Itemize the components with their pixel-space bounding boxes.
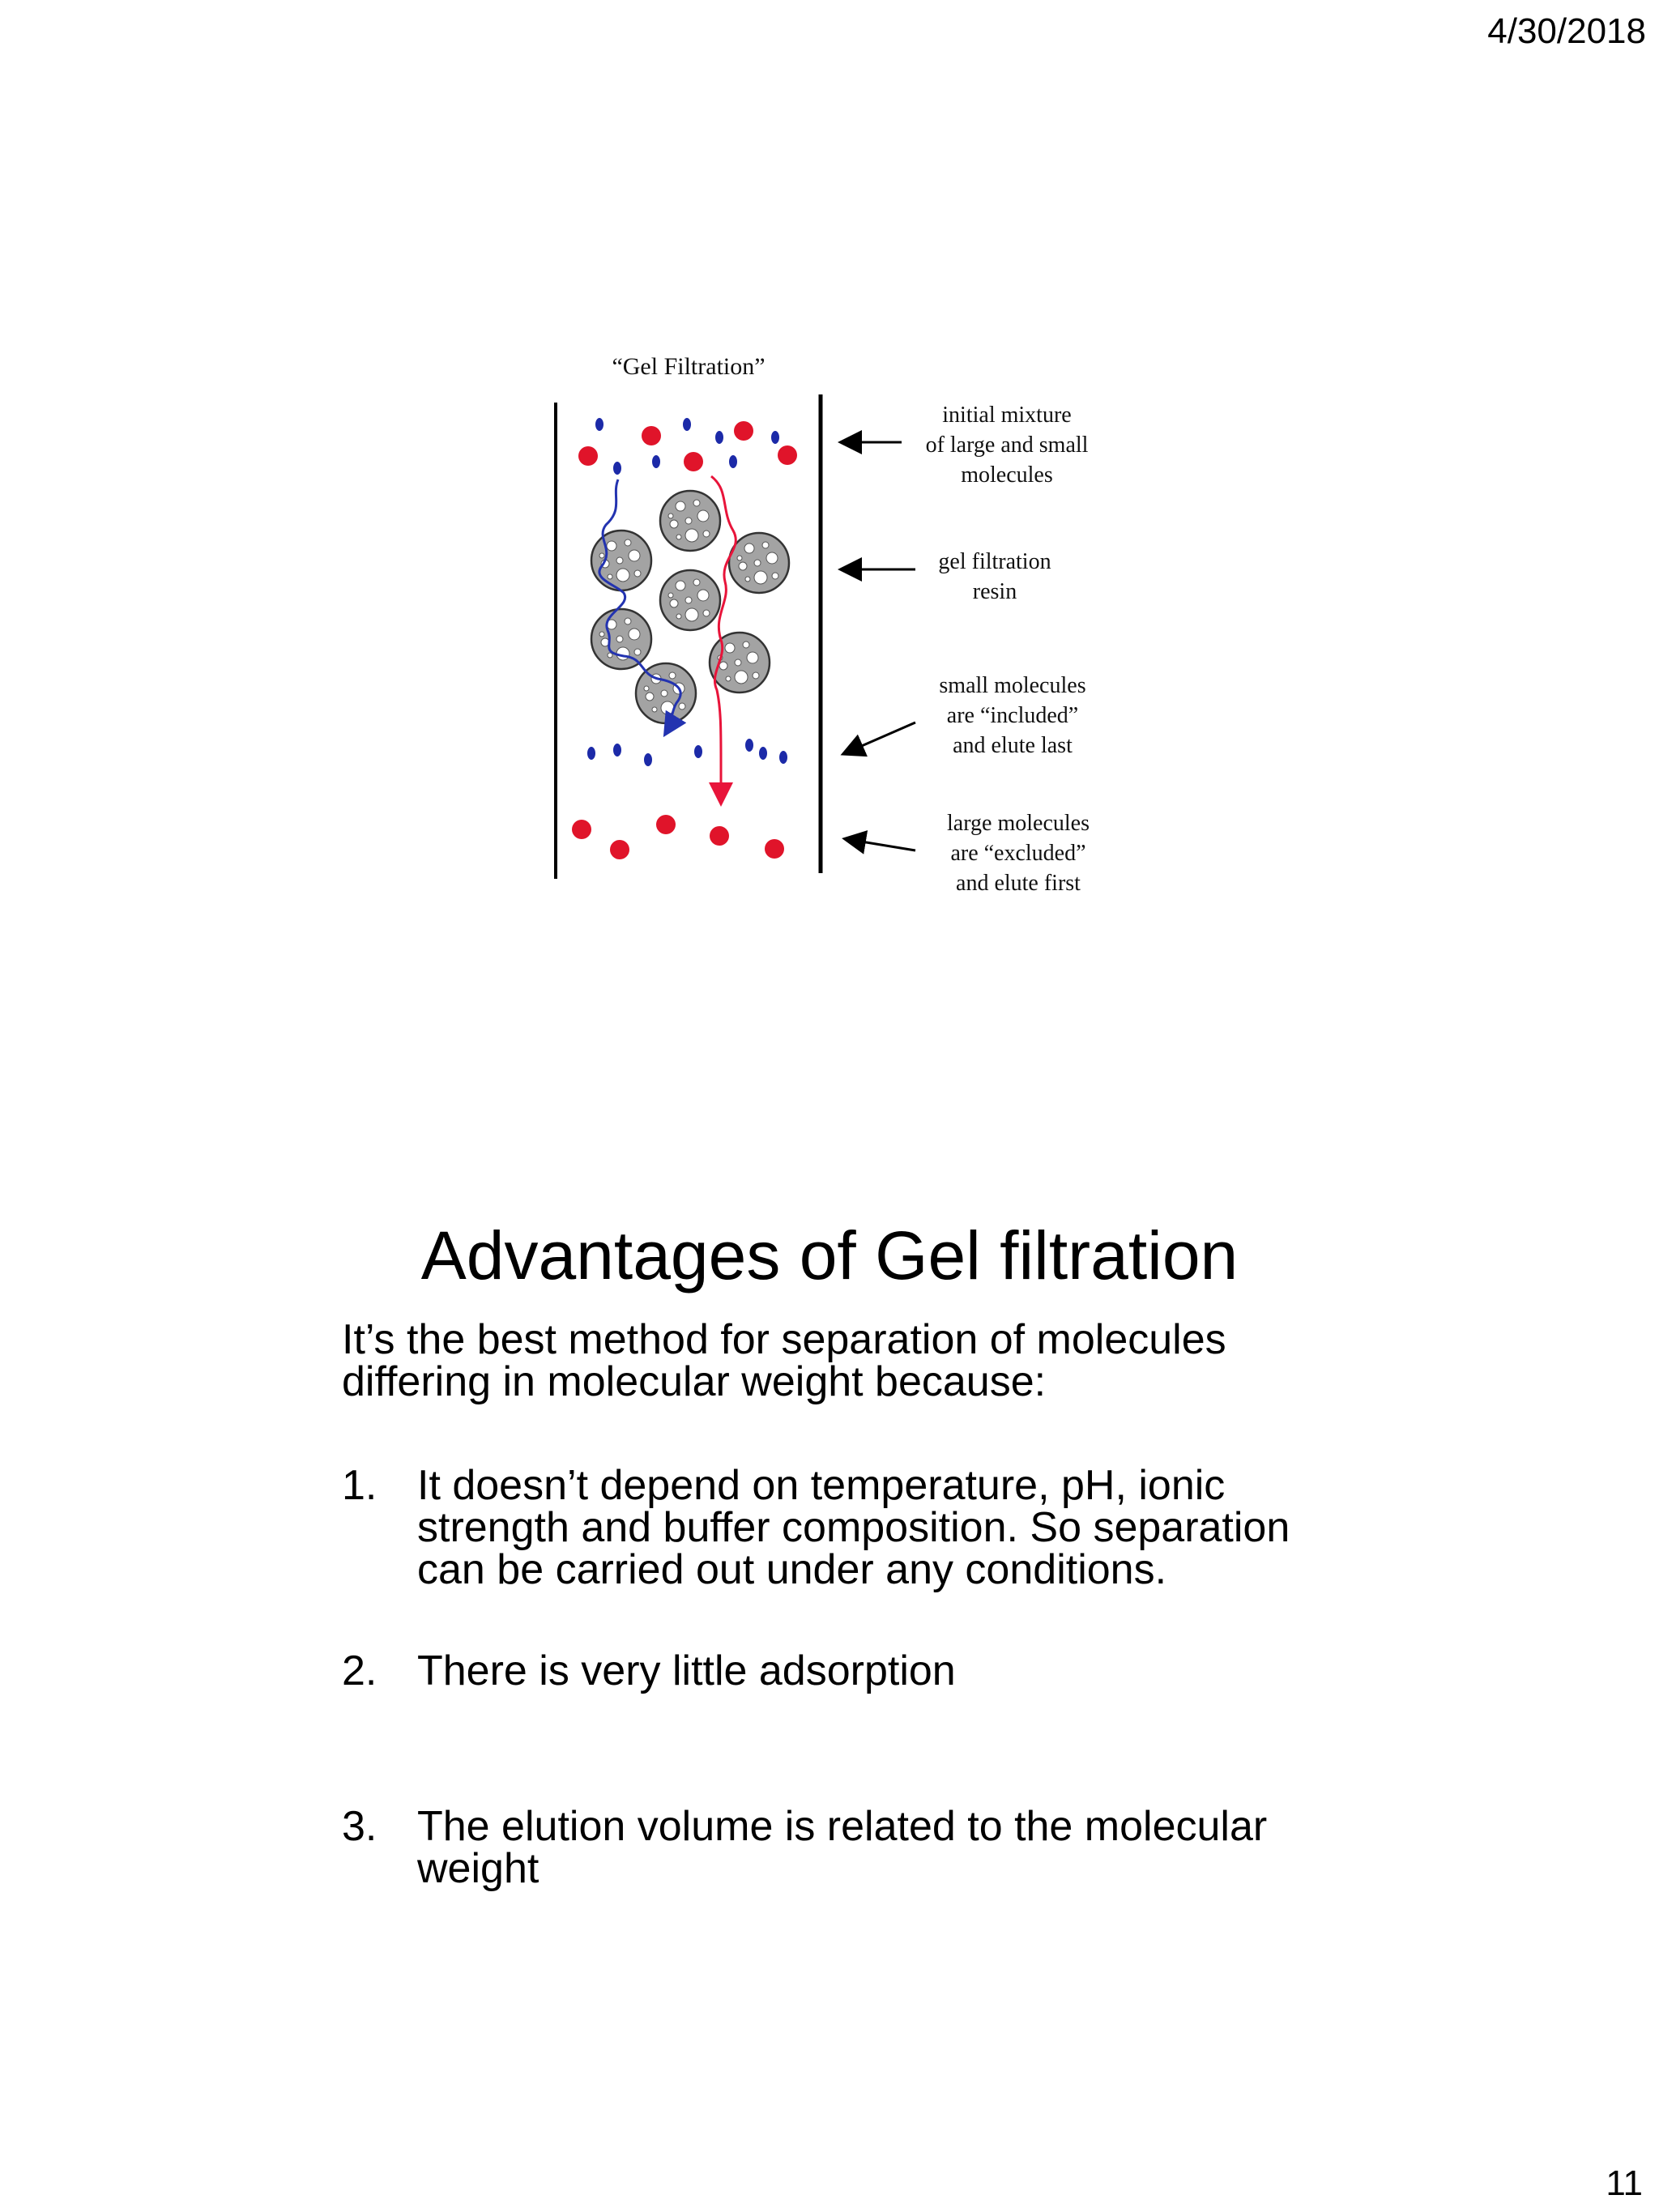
slide-title: Advantages of Gel filtration	[420, 1217, 1239, 1294]
svg-text:are “excluded”: are “excluded”	[950, 841, 1086, 866]
gel-filtration-figure	[0, 0, 1659, 931]
svg-text:initial mixture: initial mixture	[942, 403, 1072, 428]
list-item-line: There is very little adsorption	[417, 1647, 956, 1694]
svg-text:small molecules: small molecules	[939, 673, 1086, 698]
svg-text:are “included”: are “included”	[946, 703, 1079, 728]
svg-text:gel filtration: gel filtration	[938, 549, 1051, 574]
list-item-1	[342, 1464, 1395, 1591]
svg-text:resin: resin	[972, 579, 1017, 604]
figure-title: “Gel Filtration”	[612, 353, 766, 380]
large-molecules-eluted	[572, 815, 784, 859]
list-item-line: strength and buffer composition. So separation	[417, 1504, 1290, 1551]
small-molecules-eluted	[587, 739, 787, 766]
label-initial-mixture	[926, 403, 1089, 488]
svg-text:and elute first: and elute first	[956, 871, 1081, 896]
svg-text:of large and small: of large and small	[925, 433, 1089, 458]
arrow-small-molecules	[845, 722, 915, 753]
list-number: 1.	[342, 1462, 377, 1509]
gel-filtration-diagram	[0, 0, 1659, 931]
list-number: 2.	[342, 1647, 377, 1694]
label-small-molecules	[939, 673, 1085, 758]
date: 4/30/2018	[1487, 11, 1646, 51]
svg-text:molecules: molecules	[961, 462, 1053, 488]
label-resin	[938, 549, 1051, 604]
list-item-line: can be carried out under any conditions.	[417, 1546, 1167, 1593]
page-number: 11	[1606, 2163, 1643, 2203]
label-large-molecules	[947, 811, 1090, 896]
initial-mixture-molecules	[578, 418, 797, 475]
intro-line-2: differing in molecular weight because:	[342, 1358, 1047, 1405]
list-item-2	[342, 1647, 1395, 1694]
list-number: 3.	[342, 1803, 377, 1850]
list-item-3	[342, 1805, 1395, 1890]
intro-line-1: It’s the best method for separation of molecules	[342, 1316, 1226, 1363]
list-item-line: It doesn’t depend on temperature, pH, ionic	[417, 1462, 1226, 1509]
arrow-large-molecules	[847, 839, 915, 850]
svg-text:large molecules: large molecules	[947, 811, 1090, 836]
svg-text:and elute last: and elute last	[953, 733, 1073, 758]
intro-text	[342, 1316, 1395, 1405]
list-item-line: The elution volume is related to the molecular	[417, 1803, 1268, 1850]
list-item-line: weight	[417, 1845, 539, 1892]
